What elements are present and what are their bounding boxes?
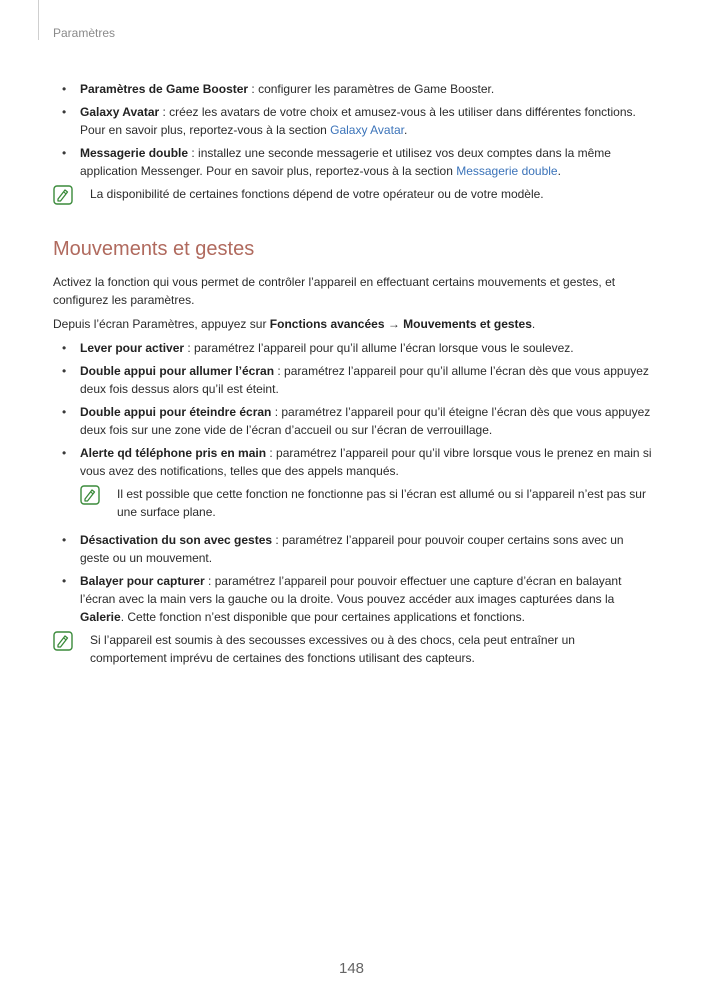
item-text: : paramétrez l’appareil pour pouvoir couper certains sons avec un geste ou un mouvement. [80,533,624,565]
item-text-end: . [403,123,408,137]
note-availability [53,185,653,207]
item-text: : paramétrez l’appareil pour qu’il allume l’écran lorsque vous le soulevez. [184,341,574,355]
list-item [53,103,653,139]
item-term: Paramètres de Game Booster [80,82,249,96]
item-text-end: . Cette fonction n’est disponible que pour certaines applications et fonctions. [120,610,525,624]
item-text: : installez une seconde messagerie et utilisez vos deux comptes dans la même application Messenger. Pour en savoir plus, reportez-vous à la section [80,146,611,178]
path-suffix: . [531,317,536,331]
item-text: : paramétrez l’appareil pour pouvoir effectuer une capture d’écran en balayant l’écran avec la main vers la gauche ou la droite. Vous pouvez accéder aux images capturées dans la [80,574,622,606]
path-step-motions-gestures: Mouvements et gestes [403,317,532,331]
note-text: La disponibilité de certaines fonctions dépend de votre opérateur ou de votre modèle. [90,187,544,201]
path-step-advanced-features: Fonctions avancées [269,317,385,331]
item-term: Balayer pour capturer [80,574,205,588]
list-item [53,339,653,357]
page-number: 148 [338,960,365,977]
note-shock [53,631,653,667]
header-rule [38,0,39,40]
list-item [53,144,653,180]
section-intro: Activez la fonction qui vous permet de contrôler l’appareil en effectuant certains mouvements et gestes, et configurez les paramètres. [53,275,616,307]
list-item [53,572,653,626]
item-text-end: . [557,164,561,178]
page-content [53,80,653,677]
note-text: Si l’appareil est soumis à des secousses excessives ou à des chocs, cela peut entraîner un comportement imprévu de certaines des fonctions utilisant des capteurs. [90,633,575,665]
gesture-list-2 [53,531,653,626]
item-term: Alerte qd téléphone pris en main [80,446,267,460]
note-icon [53,631,73,651]
path-arrow: → [384,317,404,331]
item-text: : paramétrez l’appareil pour qu’il allume l’écran dès que vous appuyez deux fois dessus alors qu’il est éteint. [80,364,649,396]
galaxy-avatar-link[interactable]: Galaxy Avatar [330,123,404,137]
list-item [53,444,653,480]
item-text: : paramétrez l’appareil pour qu’il éteigne l’écran dès que vous appuyez deux fois sur une zone vide de l’écran d’accueil ou sur l’écran de verrouillage. [80,405,651,437]
item-term: Messagerie double [80,146,189,160]
navigation-path [53,315,653,333]
section-title: Mouvements et gestes [53,238,255,260]
note-icon [53,185,73,205]
running-header: Paramètres [53,26,116,40]
item-term: Désactivation du son avec gestes [80,533,273,547]
gesture-list [53,339,653,480]
item-text: : créez les avatars de votre choix et amusez-vous à les utiliser dans différentes fonctions. Pour en savoir plus, reportez-vous à la section [80,105,636,137]
item-term: Double appui pour allumer l’écran [80,364,275,378]
item-term: Galaxy Avatar [80,105,160,119]
list-item [53,403,653,439]
item-text: : paramétrez l’appareil pour qu’il vibre lorsque vous le prenez en main si vous avez des notifications, telles que des appels manqués. [80,446,652,478]
item-term: Double appui pour éteindre écran [80,405,272,419]
intro-list [53,80,653,180]
list-item [53,80,653,98]
path-prefix: Depuis l’écran Paramètres, appuyez sur [53,317,270,331]
item-text: : configurer les paramètres de Game Booster. [248,82,495,96]
gallery-term: Galerie [80,610,121,624]
note-icon [80,485,100,505]
list-item [53,362,653,398]
item-term: Lever pour activer [80,341,185,355]
note-screen [80,485,653,521]
messagerie-double-link[interactable]: Messagerie double [456,164,558,178]
list-item [53,531,653,567]
note-text: Il est possible que cette fonction ne fonctionne pas si l’écran est allumé ou si l’appareil n’est pas sur une surface plane. [117,487,646,519]
